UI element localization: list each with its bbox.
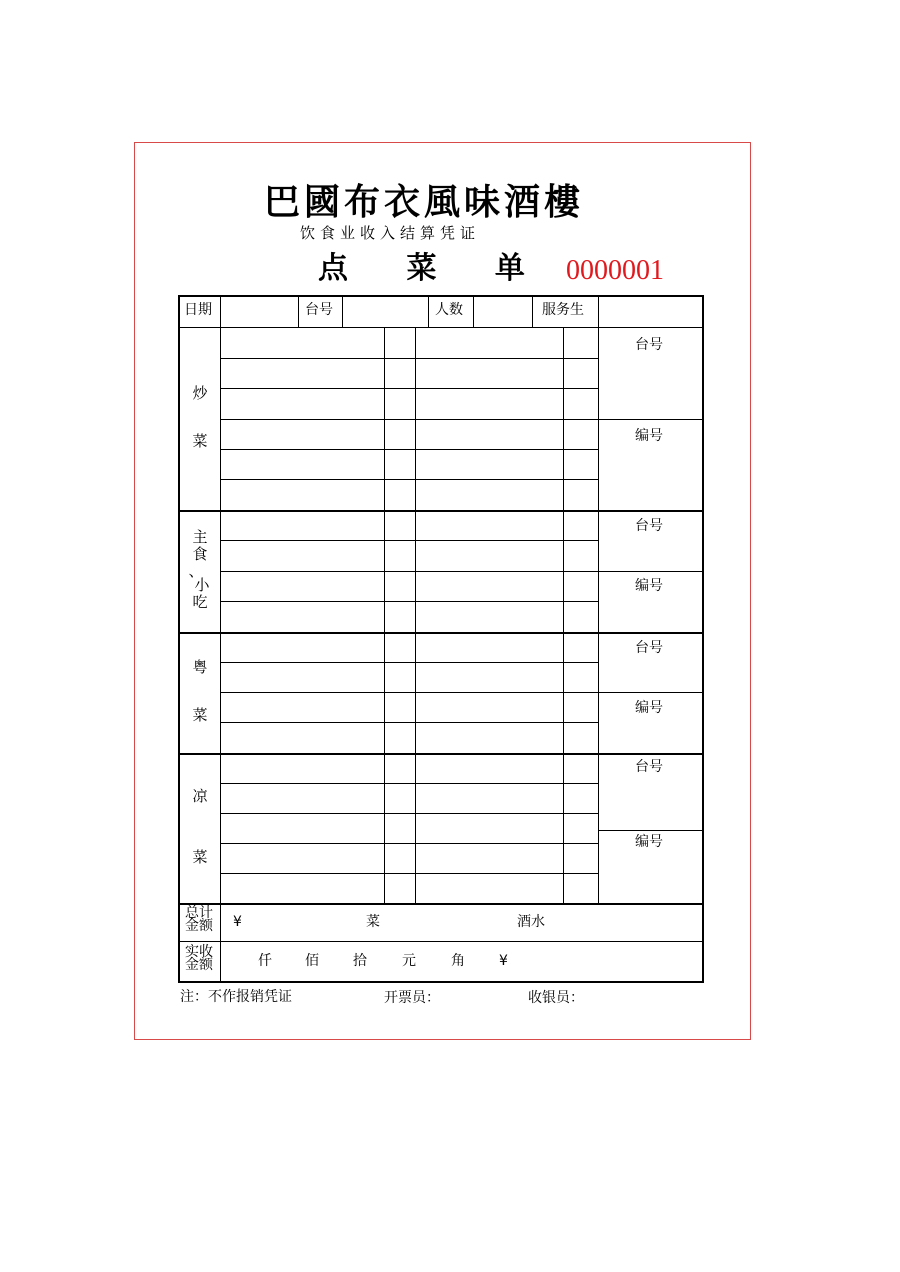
info-row-bottom <box>178 327 702 328</box>
item-column-divider <box>563 510 564 632</box>
item-row-line <box>220 813 598 814</box>
restaurant-brand: 巴國布衣風味酒樓 <box>264 181 585 223</box>
unit-jiao: 角 <box>451 953 465 969</box>
section-staple-label-2: 食 <box>192 545 208 563</box>
item-column-divider <box>563 632 564 753</box>
item-row-line <box>220 449 598 450</box>
received-amount-label: 实收 金额 <box>185 944 213 973</box>
cashier-label: 收银员： <box>528 990 584 1006</box>
received-yen-symbol: ¥ <box>499 953 508 969</box>
table-border-right <box>702 295 704 983</box>
section-boundary <box>178 903 702 905</box>
item-column-divider <box>384 327 385 510</box>
item-row-line <box>220 692 598 693</box>
document-subtitle: 饮食业收入结算凭证 <box>300 224 481 242</box>
info-row-divider <box>428 295 429 327</box>
section-boundary <box>178 632 702 634</box>
item-column-divider <box>598 753 599 903</box>
section-cold-dish-label-1: 凉 <box>192 787 208 805</box>
side-code-label-3: 编号 <box>635 700 663 716</box>
side-table-label-3: 台号 <box>635 640 663 656</box>
footer-note: 注：不作报销凭证 <box>180 989 292 1005</box>
side-code-label-4: 编号 <box>635 834 663 850</box>
side-table-label-1: 台号 <box>635 337 663 353</box>
date-field[interactable] <box>222 297 298 327</box>
item-row-line <box>220 540 598 541</box>
section-boundary <box>178 753 702 755</box>
item-column-divider <box>220 510 221 632</box>
unit-thousand: 仟 <box>258 953 272 969</box>
issuer-label: 开票员： <box>384 990 440 1006</box>
unit-yuan: 元 <box>402 953 416 969</box>
item-column-divider <box>415 632 416 753</box>
item-row-line <box>220 419 598 420</box>
item-column-divider <box>384 753 385 903</box>
total-drinks-label: 酒水 <box>517 914 545 930</box>
side-table-label-4: 台号 <box>635 759 663 775</box>
item-column-divider <box>598 327 599 510</box>
table-number-label: 台号 <box>305 302 333 318</box>
item-row-line <box>220 601 598 602</box>
document-title: 点 菜 单 <box>318 251 549 286</box>
side-table-label-2: 台号 <box>635 518 663 534</box>
item-row-line <box>220 662 598 663</box>
section-cantonese-label-1: 粤 <box>192 658 208 676</box>
serial-number: 0000001 <box>566 255 664 286</box>
totals-row-divider <box>178 941 702 942</box>
date-label: 日期 <box>184 302 212 318</box>
side-split-line <box>598 830 702 831</box>
item-column-divider <box>415 327 416 510</box>
item-column-divider <box>384 632 385 753</box>
item-column-divider <box>598 632 599 753</box>
waiter-label: 服务生 <box>542 302 584 318</box>
side-code-label-1: 编号 <box>635 428 663 444</box>
section-staple-label-3: 、 <box>188 562 204 580</box>
section-cold-dish-label-2: 菜 <box>192 848 208 866</box>
unit-ten: 拾 <box>353 953 367 969</box>
section-staple-label-4: 小 <box>194 576 210 594</box>
item-row-line <box>220 843 598 844</box>
item-row-line <box>220 388 598 389</box>
section-stir-fry-label-1: 炒 <box>192 384 208 402</box>
item-column-divider <box>598 510 599 632</box>
waiter-field[interactable] <box>600 297 700 327</box>
side-split-line <box>598 419 702 420</box>
item-column-divider <box>220 327 221 510</box>
item-column-divider <box>384 510 385 632</box>
item-row-line <box>220 873 598 874</box>
guest-count-field[interactable] <box>474 297 532 327</box>
item-row-line <box>220 571 598 572</box>
side-code-label-2: 编号 <box>635 578 663 594</box>
section-staple-label-5: 吃 <box>192 593 208 611</box>
item-row-line <box>220 783 598 784</box>
item-row-line <box>220 479 598 480</box>
total-yen-symbol: ¥ <box>233 914 242 930</box>
section-cantonese-label-2: 菜 <box>192 706 208 724</box>
info-row-divider <box>598 295 599 327</box>
guest-count-label: 人数 <box>435 302 463 318</box>
item-column-divider <box>563 327 564 510</box>
item-row-line <box>220 358 598 359</box>
total-dishes-label: 菜 <box>366 914 380 930</box>
info-row-divider <box>532 295 533 327</box>
table-border-left <box>178 295 180 983</box>
total-amount-label: 总计 金额 <box>185 905 213 934</box>
item-column-divider <box>220 753 221 903</box>
item-column-divider <box>415 753 416 903</box>
totals-label-divider <box>220 903 221 981</box>
item-column-divider <box>220 632 221 753</box>
section-stir-fry-label-2: 菜 <box>192 432 208 450</box>
side-split-line <box>598 692 702 693</box>
section-staple-label-1: 主 <box>192 528 208 546</box>
section-boundary <box>178 510 702 512</box>
table-number-field[interactable] <box>343 297 427 327</box>
info-row-divider <box>220 295 221 327</box>
unit-hundred: 佰 <box>305 953 319 969</box>
item-column-divider <box>563 753 564 903</box>
info-row-divider <box>298 295 299 327</box>
item-row-line <box>220 722 598 723</box>
side-split-line <box>598 571 702 572</box>
item-column-divider <box>415 510 416 632</box>
table-border-bottom <box>178 981 704 983</box>
